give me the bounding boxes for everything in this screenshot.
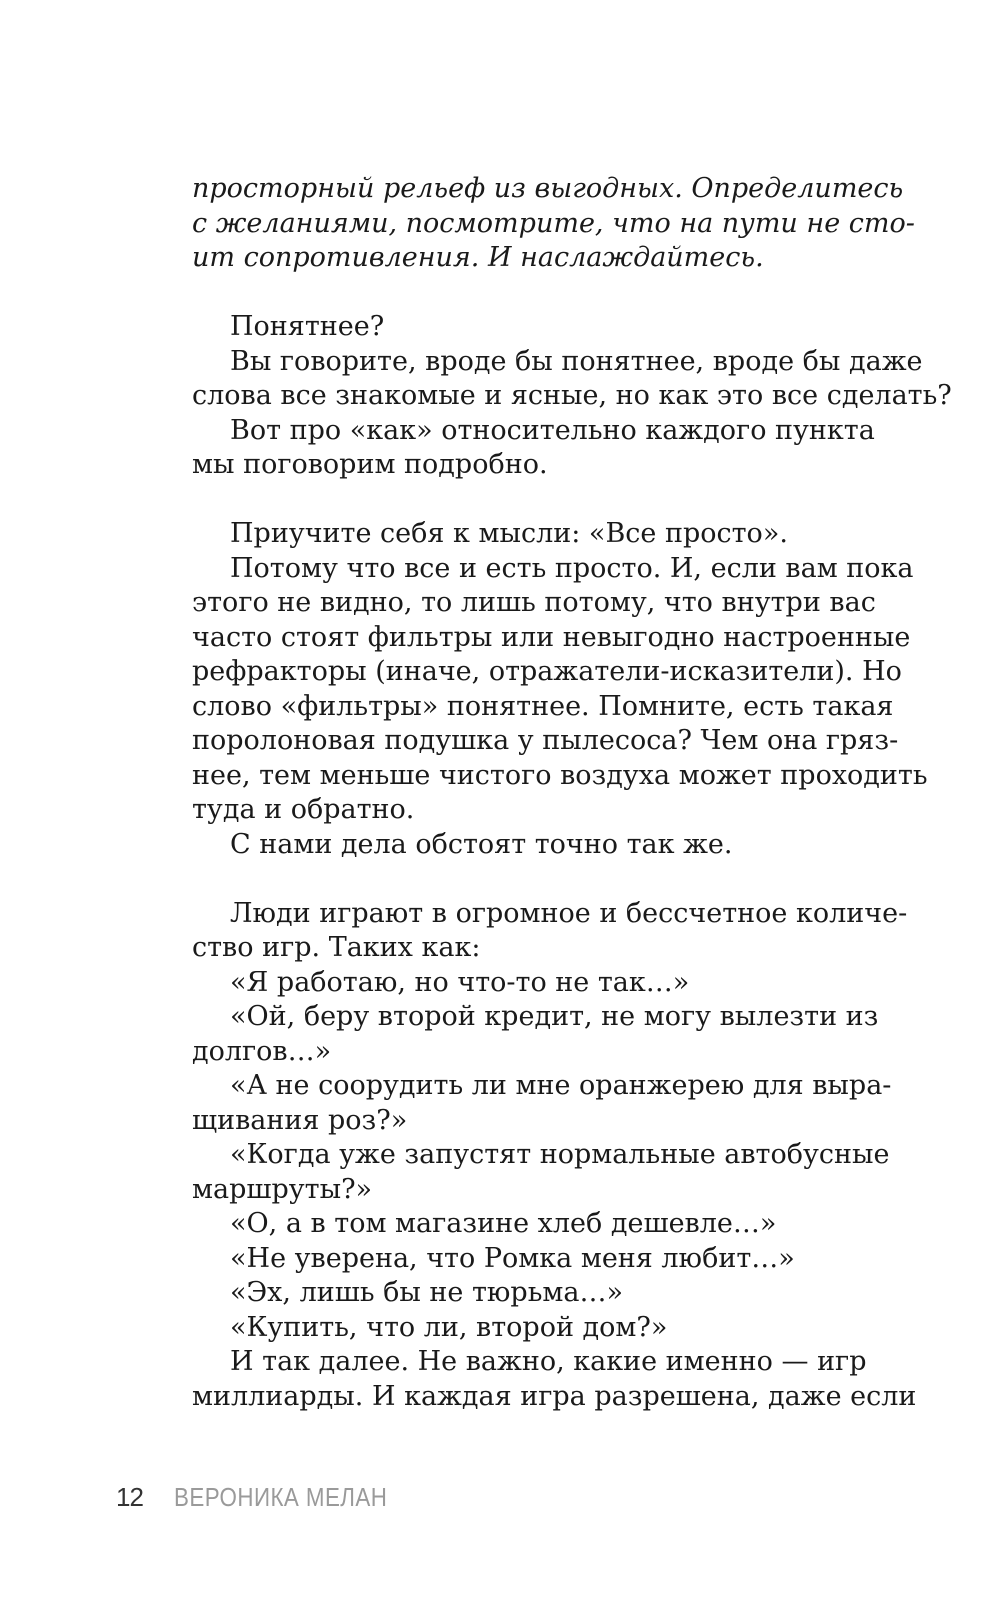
running-author: ВЕРОНИКА МЕЛАН [174,1482,388,1512]
text-line: «Когда уже запустят нормальные автобусные [230,1139,890,1170]
text-line: «Не уверена, что Ромка меня любит…» [230,1242,795,1274]
text-line: ит сопротивления. И наслаждайтесь. [192,242,764,273]
page-footer [116,1482,422,1513]
text-line: слово «фильтры» понятнее. Помните, есть такая [192,690,894,722]
text-line: Люди играют в огромное и бессчетное количе- [230,897,908,929]
paragraph-gap [192,483,858,518]
text-line: туда и обратно. [192,794,415,825]
text-line: слова все знакомые и ясные, но как это все сделать? [192,380,952,411]
text-line: «А не соорудить ли мне оранжерею для выра- [230,1070,892,1101]
text-line: с желаниями, посмотрите, что на пути не сто- [192,207,915,239]
text-line: С нами дела обстоят точно так же. [230,828,733,860]
text-line: поролоновая подушка у пылесоса? Чем она гряз- [192,725,899,756]
text-line: маршруты?» [192,1173,373,1205]
text-line: Вот про «как» относительно каждого пункта [230,414,875,446]
text-line: миллиарды. И каждая игра разрешена, даже если [192,1380,917,1412]
body-text [192,172,952,1414]
text-line: «О, а в том магазине хлеб дешевле…» [230,1208,777,1239]
paragraph-gap [192,276,858,311]
text-line: ство игр. Таких как: [192,932,481,963]
text-line: И так далее. Не важно, какие именно — игр [230,1346,867,1377]
text-line: Потому что все и есть просто. И, если вам пока [230,552,914,584]
text-line: рефракторы (иначе, отражатели-исказители). Но [192,656,902,687]
text-line: «Эх, лишь бы не тюрьма…» [230,1277,624,1308]
text-line: просторный рельеф из выгодных. Определитесь [192,173,904,204]
text-line: «Купить, что ли, второй дом?» [230,1311,668,1343]
text-line: Понятнее? [230,311,385,342]
text-line: Приучите себя к мысли: «Все просто». [230,518,788,549]
text-line: Вы говорите, вроде бы понятнее, вроде бы даже [230,345,923,377]
text-line: «Я работаю, но что-то не так…» [230,966,690,998]
text-line: мы поговорим подробно. [192,449,548,480]
text-line: нее, тем меньше чистого воздуха может проходить [192,759,928,791]
text-line: долгов…» [192,1035,332,1067]
page-number: 12 [116,1482,143,1512]
text-line: «Ой, беру второй кредит, не могу вылезти из [230,1001,879,1032]
text-line: часто стоят фильтры или невыгодно настроенные [192,621,911,653]
text-line: щивания роз?» [192,1104,408,1136]
paragraph-gap [192,862,858,897]
text-line: этого не видно, то лишь потому, что внутри вас [192,587,876,618]
